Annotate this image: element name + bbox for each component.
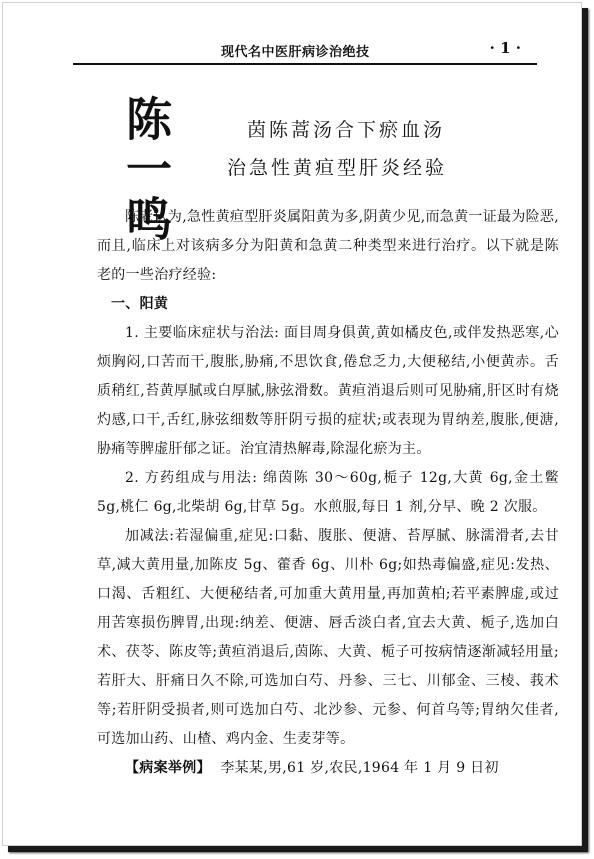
modification-paragraph: 加减法:若湿偏重,症见:口黏、腹胀、便溏、苔厚腻、脉濡滑者,去甘草,减大黄用量,加陈皮 5g、藿香 6g、川朴 6g;如热毒偏盛,症见:发热、口渴、舌粗红、大便秘结者,可加重大黄用量,再加黄柏;若平素脾虚,或过用苦寒损伤脾胃,出现:纳差、便溏、唇舌淡白者,宜去大黄、栀子,选加白术、茯苓、陈皮等;黄疸消退后,茵陈、大黄、栀子可按病情逐渐减轻用量;若肝大、肝痛日久不除,可选加白芍、丹参、三七、川郁金、三棱、莪术等;若肝阴受损者,则可选加白芍、北沙参、元参、何首乌等;胃纳欠佳者,可选加山药、山楂、鸡内金、生麦芽等。 [97,528,559,747]
case-text: 李某某,男,61 岁,农民,1964 年 1 月 9 日初 [220,760,499,776]
article-title-line-2: 治急性黄疸型肝炎经验 [227,157,448,179]
article-body [97,203,559,783]
case-paragraph [97,754,559,783]
article-title [227,111,447,187]
case-label: 【病案举例】 [125,760,211,776]
running-header [73,41,537,65]
prescription-paragraph: 2. 方药组成与用法: 绵茵陈 30～60g,栀子 12g,大黄 6g,金土鳖 5g,桃仁 6g,北柴胡 6g,甘草 5g。水煎服,每日 1 剂,分早、晚 2 次服。 [97,470,559,515]
book-page [2,2,582,846]
page-number: · 1 · [489,39,521,57]
book-title: 现代名中医肝病诊治绝技 [221,45,370,60]
article-title-line-1: 茵陈蒿汤合下瘀血汤 [247,119,446,141]
section-heading: 一、阳黄 [111,296,169,312]
symptoms-paragraph: 1. 主要临床症状与治法: 面目周身俱黄,黄如橘皮色,或伴发热恶寒,心烦胸闷,口苦而干,腹胀,胁痛,不思饮食,倦怠乏力,大便秘结,小便黄赤。舌质稍红,苔黄厚腻或白厚腻,脉弦滑数。黄疸消退后则可见胁痛,肝区时有烧灼感,口干,舌红,脉弦细数等肝阴亏损的症状;或表现为胃纳差,腹胀,便溏,胁痛等脾虚肝郁之证。治宜清热解毒,除湿化瘀为主。 [97,325,559,457]
author-name: 陈一鸣 [119,95,173,245]
intro-paragraph: 陈老认为,急性黄疸型肝炎属阳黄为多,阴黄少见,而急黄一证最为险恶,而且,临床上对该病多分为阳黄和急黄二种类型来进行治疗。以下就是陈老的一些治疗经验: [97,209,559,283]
